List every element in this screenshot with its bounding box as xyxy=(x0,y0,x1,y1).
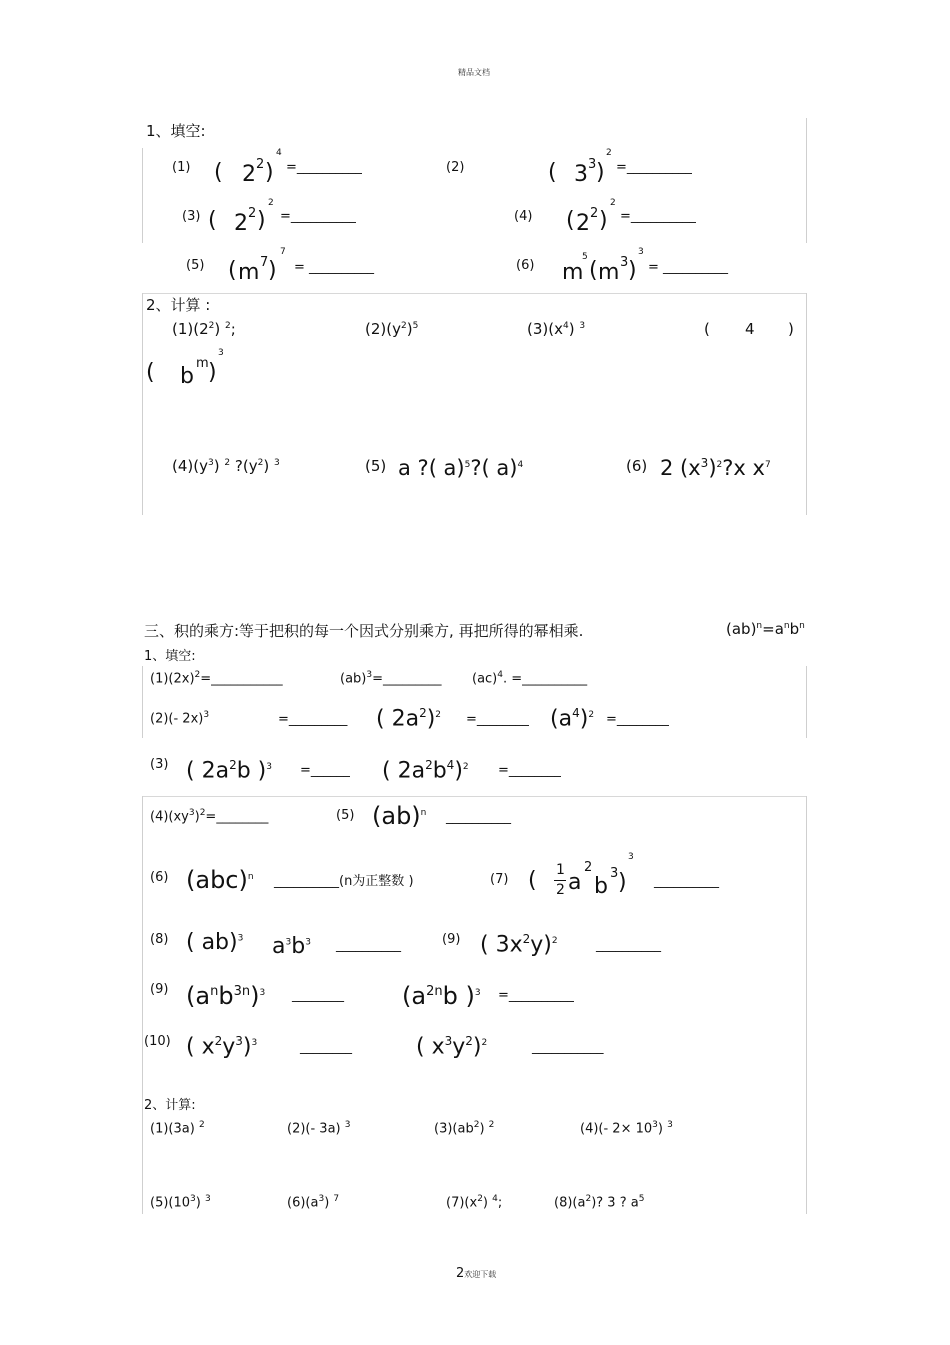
f-r4a-m: ) xyxy=(194,809,200,825)
calc-4-e2: 3 xyxy=(667,1120,673,1130)
f-r3b xyxy=(382,758,469,783)
s2-q1-mid: ) xyxy=(214,320,221,338)
s1-item2-base: 3 xyxy=(574,162,588,187)
s2-q4b-exp2: 3 xyxy=(218,348,224,358)
s2-q6-expr: 2 (x xyxy=(660,456,701,480)
f-r2b-eq: =________ xyxy=(466,712,529,727)
f-r10a-eq: ________ xyxy=(300,1040,352,1055)
f-r9b-e2: 3n xyxy=(233,984,251,999)
f-r1c xyxy=(472,670,587,686)
f-r6-num: (6) xyxy=(150,870,169,885)
calc-2-e: 3 xyxy=(344,1120,351,1130)
border-left-4 xyxy=(142,796,143,1214)
f-r1c-e: 4 xyxy=(497,670,503,680)
f-r4a-eq: =________ xyxy=(205,809,269,825)
s1-item3-num: (3) xyxy=(182,209,201,224)
f-r4a-text: (4)(xy xyxy=(150,809,189,825)
f-r10b-text: ( x xyxy=(416,1034,445,1060)
page-header: 精品文档 xyxy=(458,68,490,77)
f-r3b-e1: 2 xyxy=(425,758,433,772)
s2-q4b-base: b xyxy=(180,364,194,389)
f-r3b-eq: =________ xyxy=(498,763,561,778)
border-left-3 xyxy=(142,666,143,738)
calc-2-text: (2)(- 3a) xyxy=(287,1121,341,1137)
s1-item1-open: ( xyxy=(214,160,223,185)
s1-item1-num: (1) xyxy=(172,160,191,175)
calc-4-e1: 3 xyxy=(652,1120,658,1130)
calc-3-text: (3)(ab xyxy=(434,1121,474,1137)
f-r9c-b: b ) xyxy=(442,982,475,1010)
s2-q2-e2: 5 xyxy=(412,321,419,331)
f-r8-e2: 3 xyxy=(285,937,292,948)
calc-5-text: (5)(10 xyxy=(150,1195,191,1211)
s2-q6-e2: 2 xyxy=(716,460,723,470)
calc-6-m: ) xyxy=(324,1195,330,1211)
section3-sub2-heading: 2、计算: xyxy=(144,1098,196,1113)
f-r4b xyxy=(372,802,426,830)
s1-item5-close: ) xyxy=(268,258,277,283)
s2-q4-close: ) xyxy=(788,320,794,338)
rule-n2: n xyxy=(783,621,790,631)
s2-q4a-e4: 3 xyxy=(273,458,280,468)
s2-q4a-tail: ?(y xyxy=(234,457,258,475)
calc-5-m: ) xyxy=(195,1195,201,1211)
f-r10b xyxy=(416,1034,487,1059)
s2-q5-e1: 5 xyxy=(464,460,471,470)
f-r6-text: (abc) xyxy=(186,866,248,894)
rule-b: b xyxy=(789,620,800,638)
f-r1b-e: 3 xyxy=(366,670,373,680)
calc-8-e1: 2 xyxy=(585,1194,592,1204)
s1-item4-base: 2 xyxy=(576,211,590,236)
border-right-2 xyxy=(806,293,807,515)
f-r3-num: (3) xyxy=(150,757,169,772)
s2-q3-e2: 3 xyxy=(579,321,586,331)
border-right-4 xyxy=(806,796,807,1214)
f-r3a-b: b ) xyxy=(236,758,267,784)
f-r7-frac-n: 1 xyxy=(556,862,565,878)
s1-item1-close: ) xyxy=(265,160,274,185)
f-r9b-text: (a xyxy=(186,982,211,1010)
f-r7-close: ) xyxy=(618,870,627,895)
f-r1c-eq: . =__________ xyxy=(503,671,588,687)
f-r9a-num: (9) xyxy=(442,932,461,947)
calc-2 xyxy=(287,1120,351,1136)
footer-text: 欢迎下载 xyxy=(464,1270,497,1279)
f-r2b-e2: 2 xyxy=(435,710,442,720)
s2-q2-e1: 2 xyxy=(400,321,407,331)
s1-item1-eq: =__________ xyxy=(286,160,362,175)
s2-q6 xyxy=(660,456,771,480)
s1-item2-num: (2) xyxy=(446,160,465,175)
s2-q5-mid: ?( a) xyxy=(470,456,518,480)
f-r8-b: b xyxy=(291,934,306,959)
f-r2a-eq: =_________ xyxy=(278,712,348,727)
s1-item6-close: ) xyxy=(628,258,637,283)
s1-item2-eq: =__________ xyxy=(616,160,692,175)
s1-item4-num: (4) xyxy=(514,209,533,224)
f-r9a-eq: __________ xyxy=(596,938,661,953)
section3-intro: 三、积的乘方:等于把积的每一个因式分别乘方, 再把所得的幂相乘. xyxy=(144,622,584,640)
s1-item2-exp1: 3 xyxy=(588,157,597,172)
s1-item4-eq: =__________ xyxy=(620,209,696,224)
s1-item5-num: (5) xyxy=(186,258,205,273)
s2-q4a-mid2: ) xyxy=(263,457,270,475)
f-r2c-e2: 2 xyxy=(588,710,595,720)
s2-q1 xyxy=(172,320,236,338)
f-r9b-eq: ________ xyxy=(292,988,344,1003)
calc-5-e2: 3 xyxy=(204,1194,211,1204)
f-r10a-e1: 2 xyxy=(214,1034,223,1048)
f-r10b-e2: 2 xyxy=(465,1034,473,1048)
s2-q3-mid: ) xyxy=(568,320,575,338)
page-footer xyxy=(456,1262,496,1281)
f-r10a xyxy=(186,1034,257,1059)
s2-q4a-mid: ) xyxy=(213,457,220,475)
f-r9b-e1: n xyxy=(210,984,219,999)
f-r7-a: a xyxy=(568,870,582,895)
f-r9b-num: (9) xyxy=(150,982,169,997)
s1-item3-exp1: 2 xyxy=(248,206,257,221)
f-r8-ab xyxy=(272,934,311,959)
s2-q4a-e2: 2 xyxy=(224,458,231,468)
f-r10a-y: y xyxy=(222,1034,236,1060)
s2-q2-text: (2)(y xyxy=(365,320,401,338)
f-r2c-m: ) xyxy=(579,706,589,732)
calc-1 xyxy=(150,1120,205,1136)
calc-3-e1: 2 xyxy=(473,1120,480,1130)
f-r7-e1: 2 xyxy=(584,860,593,875)
s1-item2-open: ( xyxy=(548,160,557,185)
f-r6 xyxy=(186,866,254,894)
s2-q5 xyxy=(398,456,523,480)
s2-q5-expr: a ?( a) xyxy=(398,456,465,480)
f-r3b-m: ) xyxy=(454,758,463,784)
f-r9a-e2: 2 xyxy=(551,936,558,946)
f-r3a-eq: =______ xyxy=(300,763,350,778)
f-r9a-m: y) xyxy=(530,932,552,958)
s2-q4b-exp: m xyxy=(196,356,209,371)
f-r10b-eq: ___________ xyxy=(532,1040,604,1055)
f-r3a-e2: 3 xyxy=(266,762,272,772)
calc-3-m: ) xyxy=(479,1121,485,1137)
calc-8-e2: 5 xyxy=(638,1194,645,1204)
border-left-2 xyxy=(142,293,143,515)
f-r7-open: ( xyxy=(528,868,537,893)
calc-4 xyxy=(580,1120,673,1136)
f-r10a-text: ( x xyxy=(186,1034,215,1060)
f-r2c-text: (a xyxy=(550,706,573,732)
s1-item4-exp1: 2 xyxy=(590,206,599,221)
border-top-4 xyxy=(142,796,807,797)
f-r3a xyxy=(186,758,272,783)
s2-q2 xyxy=(365,320,418,338)
f-r8 xyxy=(186,930,243,955)
s1-item6-num: (6) xyxy=(516,258,535,273)
s2-q5-e2: 4 xyxy=(517,460,524,470)
s1-item3-close: ) xyxy=(257,208,266,233)
s2-q4-num: 4 xyxy=(745,320,755,338)
f-r9c-eq: =__________ xyxy=(498,988,574,1003)
f-r2a-text: (2)(- 2x) xyxy=(150,711,204,727)
f-r10a-e2: 3 xyxy=(235,1034,243,1048)
f-r6-e: n xyxy=(247,872,254,882)
f-r8-e3: 3 xyxy=(305,937,311,948)
f-r1a-text: (1)(2x) xyxy=(150,671,195,687)
f-r3b-text: ( 2a xyxy=(382,758,426,784)
f-r10-num: (10) xyxy=(144,1034,171,1049)
rule-n3: n xyxy=(799,621,805,631)
f-r9b xyxy=(186,982,265,1010)
calc-4-m: ) xyxy=(657,1121,663,1137)
section1-heading: 1、填空: xyxy=(146,122,206,140)
f-r7-frac-d: 2 xyxy=(556,882,565,898)
f-r7-frac-bar xyxy=(554,880,566,881)
f-r4a-e2: 2 xyxy=(199,808,206,818)
border-right-3 xyxy=(806,666,807,738)
f-r6-eq: __________(n为正整数 ) xyxy=(274,874,414,889)
calc-6 xyxy=(287,1194,339,1210)
f-r10a-e3: 3 xyxy=(251,1038,258,1048)
f-r9c-text: (a xyxy=(402,982,427,1010)
f-r9a-text: ( 3x xyxy=(480,932,523,958)
s2-q6-num: (6) xyxy=(626,457,648,475)
f-r10b-y: y xyxy=(452,1034,466,1060)
border-left-1 xyxy=(142,148,143,243)
f-r4a xyxy=(150,808,268,824)
s2-q5-num: (5) xyxy=(365,457,387,475)
f-r2a-e: 3 xyxy=(203,710,210,720)
s2-q6-tail: ?x x xyxy=(722,456,765,480)
f-r10a-m: ) xyxy=(242,1034,252,1060)
calc-5 xyxy=(150,1194,211,1210)
calc-8-m: )? 3 ? a xyxy=(591,1195,639,1211)
rule-ab: (ab) xyxy=(726,620,757,638)
f-r4a-e1: 3 xyxy=(188,808,195,818)
calc-8 xyxy=(554,1194,644,1210)
s1-item2-exp2: 2 xyxy=(606,148,612,158)
f-r1b-eq: =_________ xyxy=(372,671,442,687)
border-top-2 xyxy=(142,293,807,294)
s2-q4b-close: ) xyxy=(208,360,217,385)
f-r9b-b: b xyxy=(218,982,234,1010)
f-r2b xyxy=(376,706,441,731)
calc-7-e2: 4 xyxy=(492,1194,498,1204)
s2-q4a xyxy=(172,457,280,475)
calc-7-e1: 2 xyxy=(477,1194,483,1204)
f-r9c-e1: 2n xyxy=(426,984,443,999)
s1-item3-base: 2 xyxy=(234,211,248,236)
f-r9a-e1: 2 xyxy=(522,932,531,946)
f-r1c-text: (ac) xyxy=(472,671,498,687)
s2-q1-text: (1)(2 xyxy=(172,320,209,338)
f-r3b-e3: 2 xyxy=(462,762,469,772)
s2-q6-mid: ) xyxy=(708,456,717,480)
calc-7-text: (7)(x xyxy=(446,1195,478,1211)
s1-item5-open: ( xyxy=(228,258,237,283)
f-r7-b: b xyxy=(594,874,608,899)
f-r4b-num: (5) xyxy=(336,808,355,823)
f-r3a-e1: 2 xyxy=(229,758,237,772)
s1-item5-base: m xyxy=(238,260,260,285)
f-r4b-eq: __________ xyxy=(446,810,511,825)
s1-item3-eq: =__________ xyxy=(280,209,356,224)
border-right-1 xyxy=(806,118,807,243)
f-r3b-e2: 4 xyxy=(446,758,455,772)
s2-q1-e1: 2 xyxy=(208,321,215,331)
f-r4b-e: n xyxy=(420,808,427,818)
calc-7-m: ) xyxy=(482,1195,488,1211)
s2-q4-open: ( xyxy=(704,320,710,338)
f-r2b-m: ) xyxy=(426,706,436,732)
s1-item1-base: 2 xyxy=(242,162,256,187)
f-r2b-text: ( 2a xyxy=(376,706,420,732)
calc-8-text: (8)(a xyxy=(554,1195,586,1211)
f-r7-num: (7) xyxy=(490,872,509,887)
f-r8-text: ( ab) xyxy=(186,930,238,955)
s1-item5-exp1: 7 xyxy=(260,255,269,270)
s1-item6-base: m xyxy=(598,260,620,285)
f-r9c xyxy=(402,982,481,1010)
f-r3b-b: b xyxy=(432,758,447,784)
s1-item1-exp1: 2 xyxy=(256,157,265,172)
f-r8-eq: __________ xyxy=(336,938,401,953)
section3-rule xyxy=(726,620,805,638)
f-r8-e: 3 xyxy=(237,933,244,944)
s1-item6-exp1: 3 xyxy=(620,255,629,270)
calc-6-text: (6)(a xyxy=(287,1195,319,1211)
s2-q3 xyxy=(527,320,585,338)
f-r1b-text: (ab) xyxy=(340,671,367,687)
f-r7-e3: 3 xyxy=(628,852,634,862)
f-r2c xyxy=(550,706,594,731)
f-r7-e2: 3 xyxy=(610,866,619,881)
s1-item6-pre-exp: 5 xyxy=(582,252,588,262)
s2-q4a-e3: 2 xyxy=(257,458,264,468)
s1-item5-exp2: 7 xyxy=(280,247,286,257)
calc-7-tail: ; xyxy=(497,1195,503,1211)
s1-item6-exp2: 3 xyxy=(638,247,644,257)
f-r9c-e2: 3 xyxy=(474,988,481,998)
f-r9b-e3: 3 xyxy=(259,988,266,998)
rule-eq: =a xyxy=(762,620,784,638)
f-r1a-eq: =___________ xyxy=(200,671,283,687)
s1-item1-exp2: 4 xyxy=(276,148,282,158)
page-number: 2 xyxy=(456,1266,465,1281)
s1-item3-exp2: 2 xyxy=(268,198,274,208)
section3-sub1-heading: 1、填空: xyxy=(144,649,196,664)
s2-q6-e3: 7 xyxy=(764,460,771,470)
s1-item6-open: ( xyxy=(589,258,598,283)
s1-item4-close: ) xyxy=(599,208,608,233)
s2-q1-e2: 2 xyxy=(225,321,231,331)
s1-item3-open: ( xyxy=(208,208,217,233)
f-r7-eq: __________ xyxy=(654,874,719,889)
s1-item4-exp2: 2 xyxy=(610,198,616,208)
f-r1a xyxy=(150,670,283,686)
f-r2b-e1: 2 xyxy=(419,706,427,720)
s2-q4b-open: ( xyxy=(146,360,155,385)
s1-item4-open: ( xyxy=(566,208,575,233)
s2-q1-tail: ; xyxy=(230,320,236,338)
s1-item6-pre: m xyxy=(562,260,584,285)
calc-1-e: 2 xyxy=(198,1120,205,1130)
s2-q2-mid: ) xyxy=(406,320,413,338)
f-r1a-e: 2 xyxy=(194,670,201,680)
calc-3-e2: 2 xyxy=(488,1120,495,1130)
f-r10b-m: ) xyxy=(472,1034,482,1060)
s1-item5-eq: = __________ xyxy=(294,260,375,275)
f-r9a xyxy=(480,932,558,957)
calc-6-e2: 7 xyxy=(333,1194,340,1204)
calc-3 xyxy=(434,1120,494,1136)
f-r2c-eq: =________ xyxy=(606,712,669,727)
calc-1-text: (1)(3a) xyxy=(150,1121,195,1137)
s2-q4a-e1: 3 xyxy=(207,458,214,468)
calc-5-e1: 3 xyxy=(190,1194,196,1204)
section2-heading: 2、计算 : xyxy=(146,296,211,314)
calc-6-e1: 3 xyxy=(318,1194,325,1204)
s2-q6-e1: 3 xyxy=(700,456,709,470)
f-r8-a: a xyxy=(272,934,286,959)
s2-q3-e1: 4 xyxy=(562,321,569,331)
s1-item6-eq: = __________ xyxy=(648,260,729,275)
f-r10b-e1: 3 xyxy=(444,1034,453,1048)
calc-7 xyxy=(446,1194,502,1210)
f-r2a xyxy=(150,710,209,726)
calc-4-text: (4)(- 2× 10 xyxy=(580,1121,653,1137)
s2-q4a-text: (4)(y xyxy=(172,457,208,475)
f-r10b-e3: 2 xyxy=(481,1038,488,1048)
s1-item2-close: ) xyxy=(596,160,605,185)
f-r4b-text: (ab) xyxy=(372,802,421,830)
f-r8-num: (8) xyxy=(150,932,169,947)
f-r1b xyxy=(340,670,442,686)
f-r2c-e1: 4 xyxy=(572,706,580,720)
rule-n: n xyxy=(756,621,763,631)
f-r3a-text: ( 2a xyxy=(186,758,230,784)
s2-q3-text: (3)(x xyxy=(527,320,563,338)
f-r9b-m: ) xyxy=(250,982,260,1010)
